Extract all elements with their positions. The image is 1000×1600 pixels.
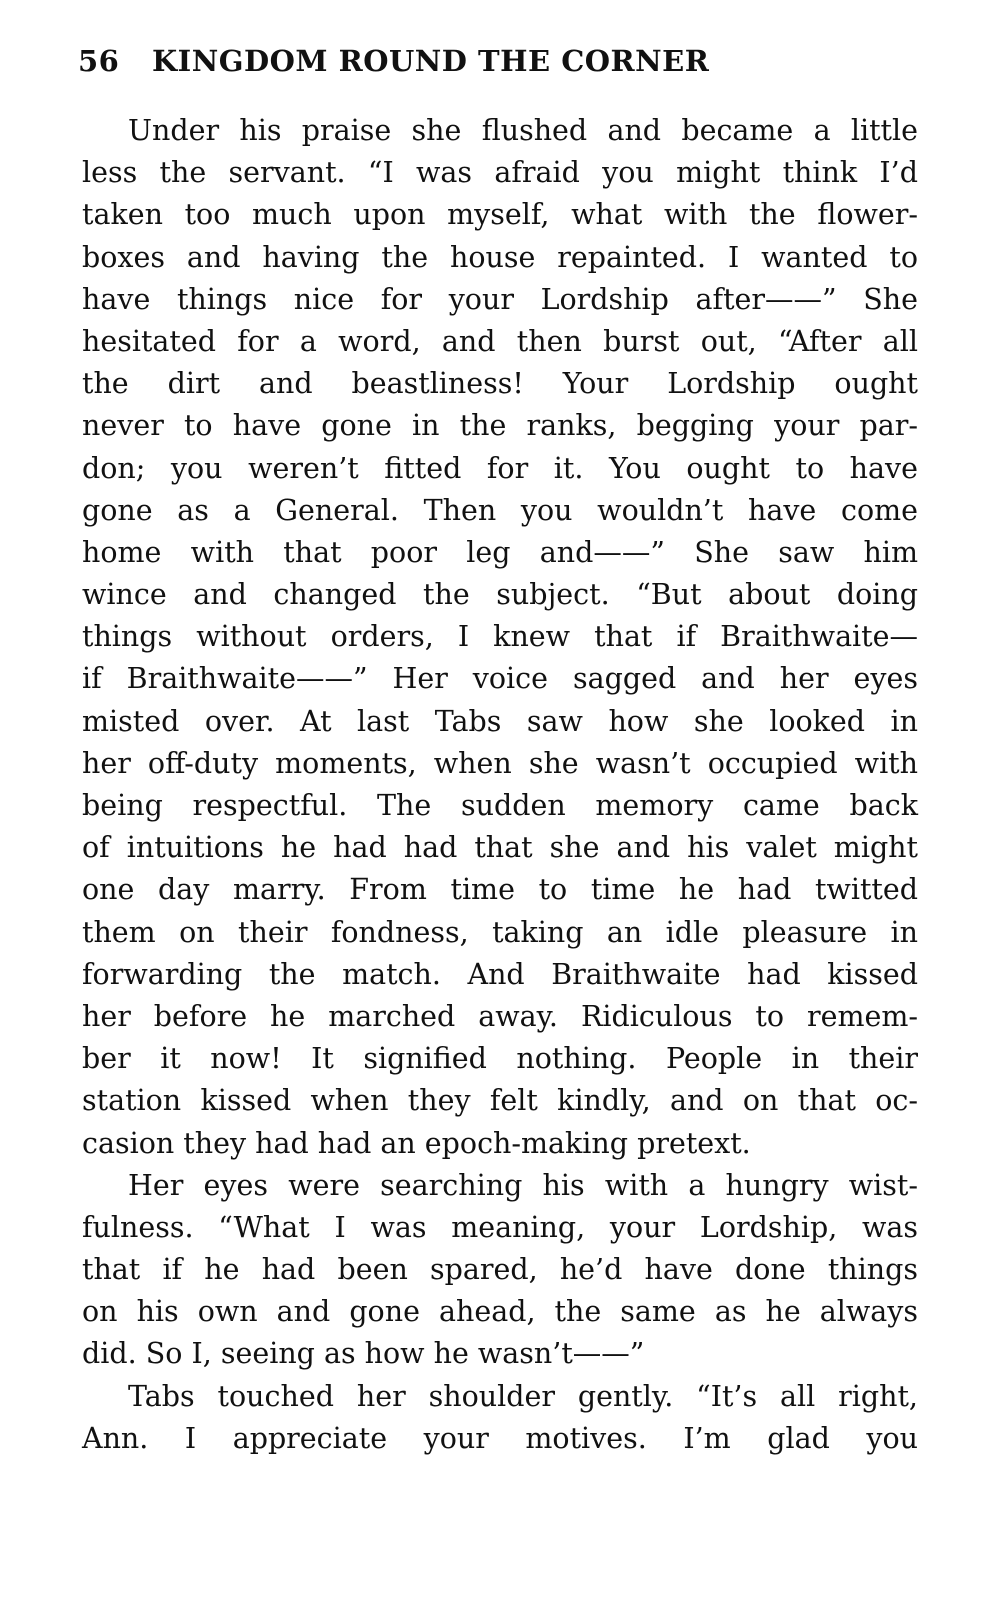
text-line: them on their fondness, taking an idle pleasure in <box>82 915 918 949</box>
text-line: misted over. At last Tabs saw how she looked in <box>82 704 918 738</box>
text-line: Under his praise she flushed and became a little <box>128 114 918 147</box>
text-line: never to have gone in the ranks, begging your par- <box>82 409 918 443</box>
text-line: did. So I, seeing as how he wasn’t——” <box>82 1337 645 1371</box>
text-line: Her eyes were searching his with a hungry wist- <box>128 1168 918 1202</box>
text-line: the dirt and beastliness! Your Lordship ought <box>82 367 918 401</box>
text-line: wince and changed the subject. “But about doing <box>82 578 918 612</box>
text-line: less the servant. “I was afraid you might think I’d <box>82 156 918 190</box>
text-line: one day marry. From time to time he had twitted <box>82 873 918 907</box>
text-line: hesitated for a word, and then burst out, “After all <box>82 324 918 358</box>
text-line: Ann. I appreciate your motives. I’m glad you <box>82 1421 918 1455</box>
text-line: taken too much upon myself, what with the flower- <box>82 198 918 232</box>
text-line: home with that poor leg and——” She saw him <box>82 535 918 569</box>
body-text <box>82 110 918 1460</box>
text-line: fulness. “What I was meaning, your Lordship, was <box>82 1210 918 1244</box>
page-header <box>78 44 838 92</box>
text-line: being respectful. The sudden memory came back <box>82 789 918 822</box>
text-line: casion they had had an epoch-making pretext. <box>82 1126 751 1160</box>
text-line: Tabs touched her shoulder gently. “It’s all right, <box>128 1379 918 1413</box>
text-line: gone as a General. Then you wouldn’t have come <box>82 493 918 527</box>
text-line: that if he had been spared, he’d have done things <box>82 1253 918 1287</box>
text-line: if Braithwaite——” Her voice sagged and her eyes <box>82 662 918 696</box>
text-line: don; you weren’t fitted for it. You ought to have <box>82 451 918 485</box>
running-title: KINGDOM ROUND THE CORNER <box>151 44 710 78</box>
text-line: of intuitions he had had that she and his valet might <box>82 831 918 865</box>
text-line: on his own and gone ahead, the same as he always <box>82 1295 918 1329</box>
page-number: 56 <box>78 44 120 78</box>
text-line: her off-duty moments, when she wasn’t occupied with <box>82 746 918 780</box>
text-line: boxes and having the house repainted. I wanted to <box>82 240 918 274</box>
text-line: ber it now! It signified nothing. People in their <box>82 1042 918 1076</box>
text-line: station kissed when they felt kindly, and on that oc- <box>82 1084 918 1118</box>
text-line: her before he marched away. Ridiculous to remem- <box>82 999 918 1033</box>
text-line: have things nice for your Lordship after——” She <box>82 282 918 316</box>
text-line: things without orders, I knew that if Braithwaite— <box>82 620 918 654</box>
text-line: forwarding the match. And Braithwaite had kissed <box>82 957 918 991</box>
